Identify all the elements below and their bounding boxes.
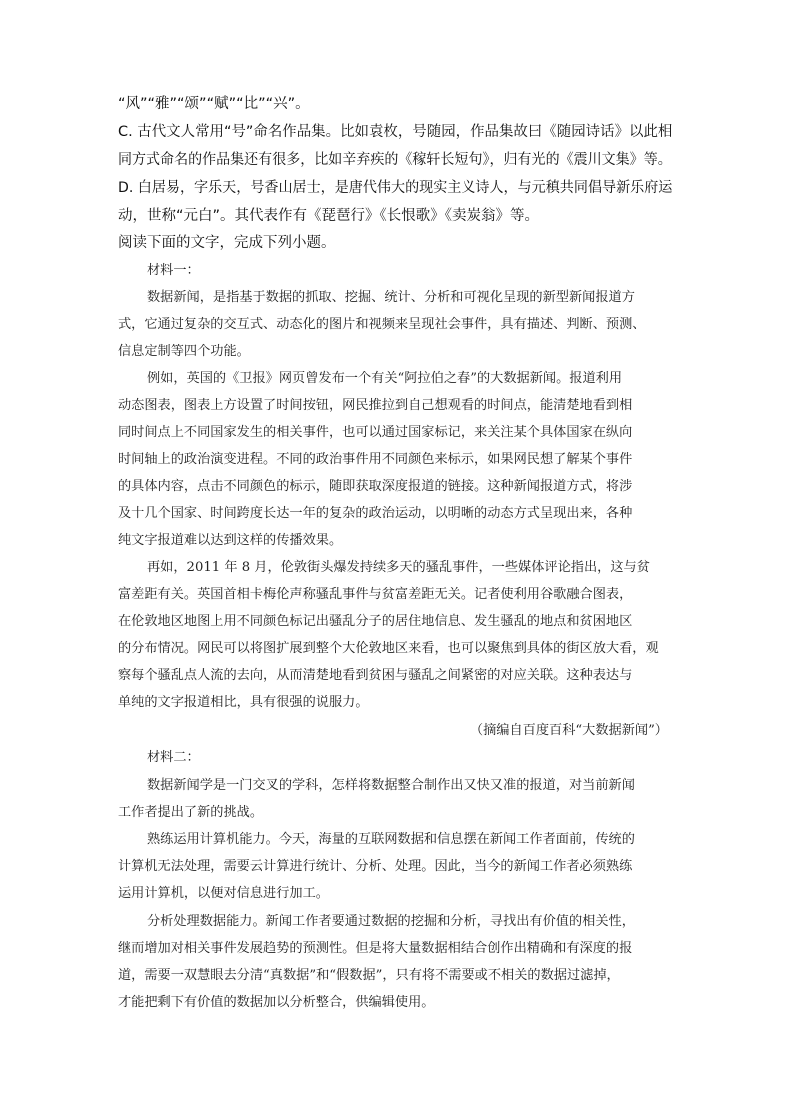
material-1-line: 及十几个国家、时间跨度长达一年的复杂的政治运动，以明晰的动态方式呈现出来，各种 [118, 506, 633, 521]
option-b-tail: “风”“雅”“颂”“赋”“比”“兴”。 [118, 96, 310, 112]
material-1-line: 数据新闻，是指基于数据的抓取、挖掘、统计、分析和可视化呈现的新型新闻报道方 [147, 290, 635, 305]
material-1-line: 例如，英国的《卫报》网页曾发布一个有关“阿拉伯之春”的大数据新闻。报道利用 [147, 371, 623, 386]
reading-instruction: 阅读下面的文字，完成下列小题。 [118, 235, 336, 251]
material-1-line: 的分布情况。网民可以将图扩展到整个大伦敦地区来看，也可以聚焦到具体的街区放大看，观 [118, 641, 659, 656]
option-d-line-1: D. 白居易，字乐天，号香山居士，是唐代伟大的现实主义诗人，与元稹共同倡导新乐府运 [118, 180, 673, 196]
material-1-line: 的具体内容，点击不同颜色的标示，随即获取深度报道的链接。这种新闻报道方式，将涉 [118, 479, 633, 494]
material-2-line: 数据新闻学是一门交叉的学科，怎样将数据整合制作出又快又准的报道，对当前新闻 [147, 778, 635, 793]
material-2-line: 运用计算机，以便对信息进行加工。 [118, 886, 329, 901]
material-1-line: 富差距有关。英国首相卡梅伦声称骚乱事件与贫富差距无关。记者使利用谷歌融合图表， [118, 587, 633, 602]
material-1-heading: 材料一： [147, 263, 200, 278]
material-1-line: 同时间点上不同国家发生的相关事件，也可以通过国家标记，来关注某个具体国家在纵向 [118, 425, 633, 440]
option-c-line-2: 同方式命名的作品集还有很多，比如辛弃疾的《稼轩长短句》，归有光的《震川文集》等。 [118, 152, 672, 168]
material-1-line: 察每个骚乱点人流的去向，从而清楚地看到贫困与骚乱之间紧密的对应关联。这种表达与 [118, 668, 633, 683]
material-2-line: 继而增加对相关事件发展趋势的预测性。但是将大量数据相结合创作出精确和有深度的报 [118, 941, 633, 956]
material-1-line: 纯文字报道难以达到这样的传播效果。 [118, 533, 343, 548]
material-1-source: （摘编自百度百科“大数据新闻”） [469, 723, 668, 738]
material-1-line: 再如，2011 年 8 月，伦敦街头爆发持续多天的骚乱事件，一些媒体评论指出，这与贫 [147, 560, 650, 575]
material-2-line: 工作者提出了新的挑战。 [118, 805, 264, 820]
option-c-line-1: C. 古代文人常用“号”命名作品集。比如袁枚，号随园，作品集故曰《随园诗话》以此相 [118, 124, 673, 140]
option-d-line-2: 动，世称“元白”。其代表作有《琵琶行》《长恨歌》《卖炭翁》等。 [118, 208, 540, 224]
material-1-line: 在伦敦地区地图上用不同颜色标记出骚乱分子的居住地信息、发生骚乱的地点和贫困地区 [118, 614, 633, 629]
material-1-line: 单纯的文字报道相比，具有很强的说服力。 [118, 695, 369, 710]
material-2-line: 道，需要一双慧眼去分清“真数据”和“假数据”，只有将不需要或不相关的数据过滤掉， [118, 968, 620, 983]
material-2-line: 才能把剩下有价值的数据加以分析整合，供编辑使用。 [118, 995, 435, 1010]
material-1-line: 动态图表，图表上方设置了时间按钮，网民推拉到自己想观看的时间点，能清楚地看到相 [118, 398, 633, 413]
material-2-line: 分析处理数据能力。新闻工作者要通过数据的挖掘和分析，寻找出有价值的相关性， [147, 914, 635, 929]
material-2-line: 熟练运用计算机能力。今天，海量的互联网数据和信息摆在新闻工作者面前，传统的 [147, 832, 635, 847]
material-2-line: 计算机无法处理，需要云计算进行统计、分析、处理。因此，当今的新闻工作者必须熟练 [118, 859, 633, 874]
material-2-heading: 材料二： [147, 750, 200, 765]
material-1-line: 式，它通过复杂的交互式、动态化的图片和视频来呈现社会事件，具有描述、判断、预测、 [118, 317, 646, 332]
material-1-line: 信息定制等四个功能。 [118, 344, 250, 359]
material-1-line: 时间轴上的政治演变进程。不同的政治事件用不同颜色来标示，如果网民想了解某个事件 [118, 452, 633, 467]
